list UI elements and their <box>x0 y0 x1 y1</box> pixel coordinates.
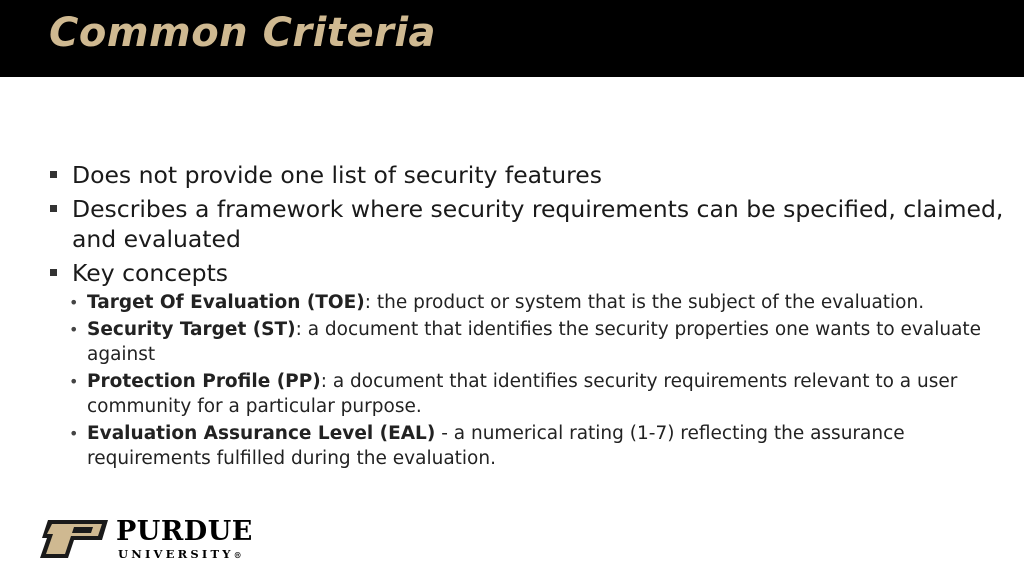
concept-separator: : <box>364 292 377 313</box>
bullet-text: Does not provide one list of security features <box>72 161 603 189</box>
concept-separator: - <box>435 423 454 444</box>
purdue-logo <box>38 516 253 564</box>
title-bar <box>0 0 1024 77</box>
bullet-item <box>48 160 1008 190</box>
concept-item <box>64 317 1008 367</box>
concept-separator: : <box>320 371 333 392</box>
logo-subtitle <box>118 547 242 562</box>
registered-mark: ® <box>233 550 242 560</box>
concept-term: Target Of Evaluation (TOE) <box>87 292 365 313</box>
concept-term: Protection Profile (PP) <box>87 371 321 392</box>
concept-separator: : <box>295 319 308 340</box>
bullet-text: Key concepts <box>72 259 229 287</box>
logo-wordmark: PURDUE <box>116 516 253 547</box>
bullet-item <box>48 194 1008 254</box>
concept-description: a document that identifies the security properties one wants to evaluate against <box>87 319 982 365</box>
bullet-text: Describes a framework where security requirements can be specified, claimed, and evaluated <box>72 195 1004 253</box>
concept-description: a document that identifies security requirements relevant to a user community for a particular purpose. <box>87 371 958 417</box>
concept-list <box>64 290 1008 471</box>
slide-title: Common Criteria <box>49 10 437 56</box>
concept-description: the product or system that is the subject of the evaluation. <box>376 292 925 313</box>
concept-term: Evaluation Assurance Level (EAL) <box>87 423 436 444</box>
concept-item <box>64 421 1008 471</box>
concept-item <box>64 369 1008 419</box>
slide-content <box>48 160 1008 475</box>
logo-subtitle-text: UNIVERSITY <box>118 547 234 561</box>
bullet-item <box>48 258 1008 471</box>
concept-item <box>64 290 1008 315</box>
purdue-p-icon <box>38 516 110 560</box>
concept-term: Security Target (ST) <box>87 319 296 340</box>
concept-description: a numerical rating (1-7) reflecting the assurance requirements fulfilled during the evaluation. <box>87 423 905 469</box>
bullet-list <box>48 160 1008 471</box>
